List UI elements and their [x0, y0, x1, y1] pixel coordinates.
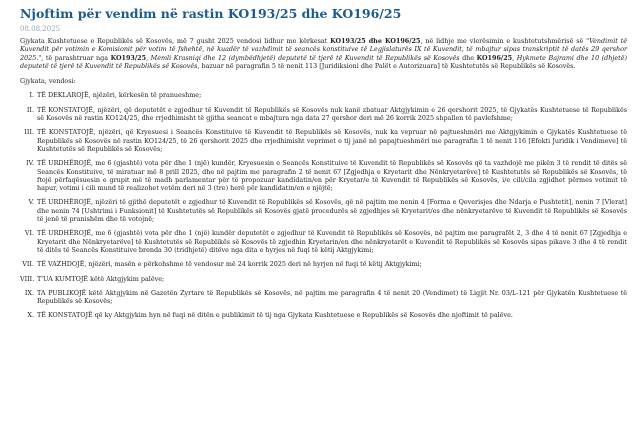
- intro-text: ,: [146, 53, 151, 62]
- decision-item: [20, 275, 627, 283]
- decision-number: V.: [28, 198, 34, 207]
- decision-text: TË VAZHDOJË, njëzëri, masën e përkohshme të vendosur më 24 korrik 2025 deri në hyrjen në fuqi të këtij Aktgjykimi;: [37, 260, 422, 269]
- decision-item: [20, 91, 627, 99]
- decision-text: TË DEKLAROJË, njëzëri, kërkesën të pranueshme;: [37, 91, 202, 100]
- decision-item: [20, 106, 627, 123]
- decision-text: TË KONSTATOJË, njëzëri, që deputetët e zgjedhur të Kuvendit të Republikës së Kosovës nuk kanë zbatuar Aktgjykimin e 26 qershorit 2025, të Gjykatës Kushtetuese të Republikës së Kosovës në rastin KO124/25, dhe rrjedhimisht të gjitha seancat e mbajtura nga data 27 qershor deri më 26 korrik 2025 shpallen të pavlefshme;: [37, 105, 627, 123]
- decision-text: TË URDHËROJË, me 6 (gjashtë) vota për dhe 1 (një) kundër, Kryesuesin e Seancës Konstituive të Kuvendit të Republikës së Kosovës që ta vazhdojë me pikën 3 të rendit të ditës së Seancës Konstituive, të miratuar më 8 prill 2025, dhe në pajtim me paragrafin 2 të nenit 67 [Zgjedhja e Kryetarit dhe Nënkryetarëve] të Kushtetutës së Republikës së Kosovës, të ftojë përfaqësuesin e grupit më të madh parlamentar për të propozuar kandidatin/en për Kryetar/e të Kuvendit të Republikës së Kosovës, i/e cili/cila zgjidhet përmes votimit të hapur, votimi i cili mund të realizohet vetëm deri në 3 (tre) herë për kandidatin/en e njëjtë;: [37, 159, 627, 193]
- decision-item: [20, 159, 627, 192]
- decision-number: VII.: [22, 260, 34, 269]
- case-number: KO193/25: [110, 53, 147, 62]
- decision-number: VIII.: [20, 274, 35, 283]
- publish-date: 08.08.2025: [20, 25, 61, 33]
- intro-text: , të parashtruar nga: [41, 53, 111, 62]
- intro-text: , bazuar në paragrafin 5 të nenit 113 [Juridiksioni dhe Palët e Autorizuara] të Kushtetutës së Republikës së Kosovës.: [197, 61, 576, 70]
- decision-text: T'UA KUMTOJË këtë Aktgjykim palëve;: [37, 274, 165, 283]
- decision-text: TË KONSTATOJË, njëzëri, që Kryesuesi i Seancës Konstituive të Kuvendit të Republikës së Kosovës, nuk ka vepruar në pajtueshmëri me Aktgjykimin e Gjykatës Kushtetuese të Republikës së Kosovës në rastin KO124/25, të 26 qershorit 2025 dhe rrjedhimisht veprimet e tij janë në papajtueshmëri me paragrafin 1 të nenit 116 [Efekti Juridik i Vendimeve] të Kushtetutës së Republikës së Kosovës;: [37, 128, 627, 153]
- intro-text: Gjykata Kushtetuese e Republikës së Kosovës, më 7 gusht 2025 vendosi lidhur me kërkesat: [20, 37, 331, 45]
- applicants-names: Hykmete Bajrami dhe 10 (dhjetë) deputetë të tjerë të Kuvendit të Republikës së Kosovës: [20, 53, 627, 70]
- decision-item: [20, 229, 627, 254]
- decision-number: I.: [29, 91, 34, 100]
- case-number: KO196/25: [476, 53, 513, 62]
- decision-text: TA PUBLIKOJË këtë Aktgjykim në Gazetën Zyrtare të Republikës së Kosovës, në pajtim me paragrafin 4 të nenit 20 (Vendimet) të Ligjit Nr. 03/L-121 për Gjykatën Kushtetuese të Republikës së Kosovës;: [37, 288, 627, 306]
- applicants-names: Memli Krasniqi dhe 12 (dymbëdhjetë) deputetë të tjerë të Kuvendit të Republikës së Kosovës: [150, 53, 460, 62]
- page-title: Njoftim për vendim në rastin KO193/25 dhe KO196/25: [20, 6, 402, 21]
- decision-item: [20, 260, 627, 268]
- decision-number: II.: [26, 105, 34, 114]
- decision-number: III.: [24, 128, 34, 137]
- decision-list: [20, 91, 627, 319]
- decides-label: Gjykata, vendosi:: [20, 77, 76, 86]
- intro-paragraph: [20, 37, 627, 70]
- contested-act-quote: "Vendimit të Kuvendit për votimin e Komisionit për votim të fshehtë, në kuadër të vazhdimit të seancës konstituive të Legjislaturës IX të Kuvendit, të mbajtur sipas transkriptit të datës 29 qershor 2025.": [20, 37, 628, 62]
- decision-text: TË URDHËROJË, njëzëri të gjithë deputetët e zgjedhur të Kuvendit të Republikës së Kosovës, që në pajtim me nenin 4 [Forma e Qeverisjes dhe Ndarja e Pushtetit], nenin 7 [Vlerat] dhe nenin 74 [Ushtrimi i Funksionit] të Kushtetutës së Republikës së Kosovës gjatë procedurës së zgjedhjes së Kryetarit/es dhe nënkryetarëve të Kuvendit të Republikës së Kosovës të jenë të pranishëm dhe të votojnë;: [37, 198, 627, 224]
- decision-number: X.: [27, 311, 34, 320]
- decision-number: IX.: [24, 288, 34, 297]
- decision-number: VI.: [24, 229, 34, 238]
- decision-item: [20, 128, 627, 153]
- decision-item: [20, 289, 627, 306]
- decision-number: IV.: [25, 159, 34, 168]
- decision-text: TË URDHËROJË, me 6 (gjashtë) vota për dhe 1 (një) kundër deputetët e zgjedhur të Kuvendit të Republikës së Kosovës, në pajtim me paragrafët 2, 3 dhe 4 të nenit 67 [Zgjedhja e Kryetarit dhe Nënkryetarëve] të Kushtetutës së Republikës së Kosovës të zgjedhin Kryetarin/en dhe nënkryetarët e Kuvendit të Republikës së Kosovës sipas pikave 3 dhe 4 të rendit të ditës të Seancës Konstituive brenda 30 (tridhjetë) ditëve nga dita e hyrjes në fuqi të këtij Aktgjykimi;: [37, 229, 627, 254]
- decision-item: [20, 198, 627, 223]
- intro-text: ,: [512, 53, 517, 62]
- intro-text: , në lidhje me vlerësimin e kushtetutshmërisë së: [420, 37, 587, 45]
- intro-text: dhe: [459, 53, 477, 62]
- decision-text: TË KONSTATOJË që ky Aktgjykim hyn në fuqi në ditën e publikimit të tij nga Gjykata Kushtetuese e Republikës së Kosovës dhe njoftimit të palëve.: [37, 311, 513, 320]
- case-numbers: KO193/25 dhe KO196/25: [330, 37, 421, 45]
- decision-item: [20, 311, 627, 319]
